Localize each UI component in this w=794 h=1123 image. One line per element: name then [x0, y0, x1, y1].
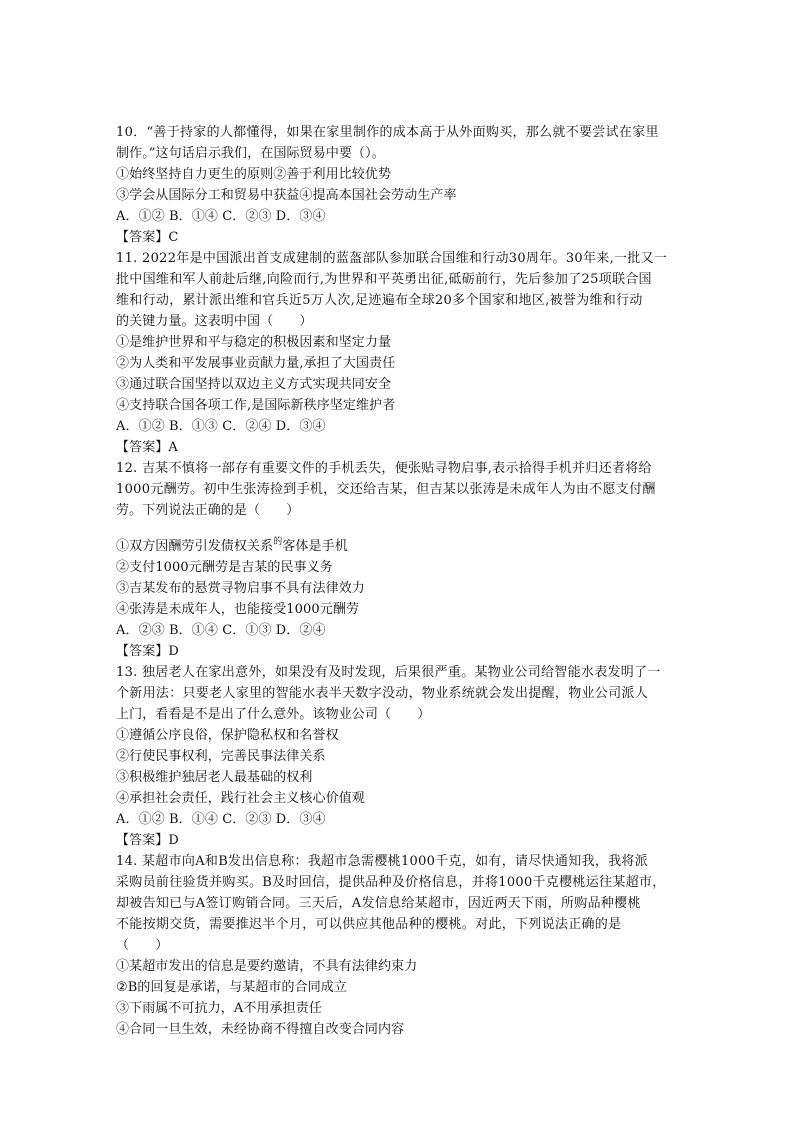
q14-option-2: ②B的回复是承诺，与某超市的合同成立: [116, 980, 348, 995]
q13-choices: A．①② B．①④ C．②③ D．③④: [116, 812, 326, 827]
q12-option-1-superscript: 的: [273, 537, 283, 547]
q14-option-1: ①某超市发出的信息是要约邀请，不具有法律约束力: [116, 959, 418, 974]
q10-answer: 【答案】C: [116, 230, 179, 245]
q14-option-3: ③下雨属不可抗力，A不用承担责任: [116, 1001, 322, 1016]
q12-choices: A．②③ B．①④ C．①③ D．②④: [116, 623, 326, 638]
q13-stem-line-2: 个新用法：只要老人家里的智能水表半天数字没动，物业系统就会发出提醒，物业公司派人: [116, 686, 649, 701]
q11-choices: A．①② B．①③ C．②④ D．③④: [116, 419, 326, 434]
q12-stem-line-1: 12. 吉某不慎将一部存有重要文件的手机丢失，便张贴寻物启事,表示拾得手机并归还者将给: [116, 461, 652, 476]
q13-answer: 【答案】D: [116, 833, 179, 848]
q14-stem-line-3: 却被告知已与A签订购销合同。三天后，A发信息给某超市，因近两天下雨，所购品种樱桃: [116, 896, 641, 911]
q11-stem-line-4: 的关键力量。这表明中国（ ）: [116, 314, 313, 329]
q11-answer: 【答案】A: [116, 440, 178, 455]
q10-stem-line-2: 制作。”这句话启示我们，在国际贸易中要（）。: [116, 146, 385, 161]
q14-stem-line-4: 不能按期交货，需要推迟半个月，可以供应其他品种的樱桃。对此，下列说法正确的是: [116, 917, 622, 932]
q10-option-line-2: ③学会从国际分工和贸易中获益④提高本国社会劳动生产率: [116, 188, 457, 203]
q12-option-1: [116, 532, 348, 557]
q12-option-4: ④张涛是未成年人，也能接受1000元酬劳: [116, 602, 360, 617]
q11-option-1: ①是维护世界和平与稳定的积极因素和坚定力量: [116, 335, 392, 350]
q12-stem-line-3: 劳。下列说法正确的是（ ）: [116, 503, 300, 518]
q13-option-1: ①遵循公序良俗，保护隐私权和名誉权: [116, 728, 339, 743]
q14-option-4: ④合同一旦生效，未经协商不得擅自改变合同内容: [116, 1022, 405, 1037]
q14-stem-line-5: （ ）: [116, 938, 169, 953]
q11-option-2: ②为人类和平发展事业贡献力量,承担了大国责任: [116, 356, 396, 371]
q13-option-3: ③积极维护独居老人最基础的权利: [116, 770, 313, 785]
q10-option-line-1: ①始终坚持自力更生的原则②善于利用比较优势: [116, 167, 392, 182]
q11-stem-line-1: 11. 2022年是中国派出首支成建制的蓝盔部队参加联合国维和行动30周年。30年来,一批又一: [116, 251, 668, 266]
q12-answer: 【答案】D: [116, 644, 179, 659]
q12-option-1-text-b: 客体是手机: [282, 539, 348, 554]
q11-option-3: ③通过联合国坚持以双边主义方式实现共同安全: [116, 377, 392, 392]
q12-option-2: ②支付1000元酬劳是吉某的民事义务: [116, 560, 333, 575]
q12-stem-line-2: 1000元酬劳。初中生张涛捡到手机，交还给吉某，但吉某以张涛是未成年人为由不愿支付酬: [116, 482, 656, 497]
q13-stem-line-3: 上门，看看是不是出了什么意外。该物业公司（ ）: [116, 707, 431, 722]
q14-stem-line-2: 采购员前往验货并购买。B及时回信，提供品种及价格信息，并将1000千克樱桃运往某超市，: [116, 875, 666, 890]
q13-stem-line-1: 13. 独居老人在家出意外，如果没有及时发现，后果很严重。某物业公司给智能水表发明了一: [116, 665, 661, 680]
q13-option-4: ④承担社会责任，践行社会主义核心价值观: [116, 791, 365, 806]
q13-option-2: ②行使民事权利，完善民事法律关系: [116, 749, 326, 764]
q12-option-3: ③吉某发布的悬赏寻物启事不具有法律效力: [116, 581, 365, 596]
q10-choices: A．①② B．①④ C．②③ D．③④: [116, 209, 326, 224]
q14-stem-line-1: 14. 某超市向A和B发出信息称：我超市急需樱桃1000千克，如有，请尽快通知我，我将派: [116, 854, 649, 869]
q12-option-1-text-a: ①双方因酬劳引发债权关系: [116, 539, 274, 554]
q10-stem-line-1: 10．“善于持家的人都懂得，如果在家里制作的成本高于从外面购买，那么就不要尝试在家里: [116, 125, 659, 140]
q11-stem-line-2: 批中国维和军人前赴后继,向险而行,为世界和平英勇出征,砥砺前行，先后参加了25项联合国: [116, 272, 652, 287]
q11-stem-line-3: 维和行动，累计派出维和官兵近5万人次,足迹遍布全球20多个国家和地区,被誉为维和行动: [116, 293, 643, 308]
q11-option-4: ④支持联合国各项工作,是国际新秩序坚定维护者: [116, 398, 396, 413]
